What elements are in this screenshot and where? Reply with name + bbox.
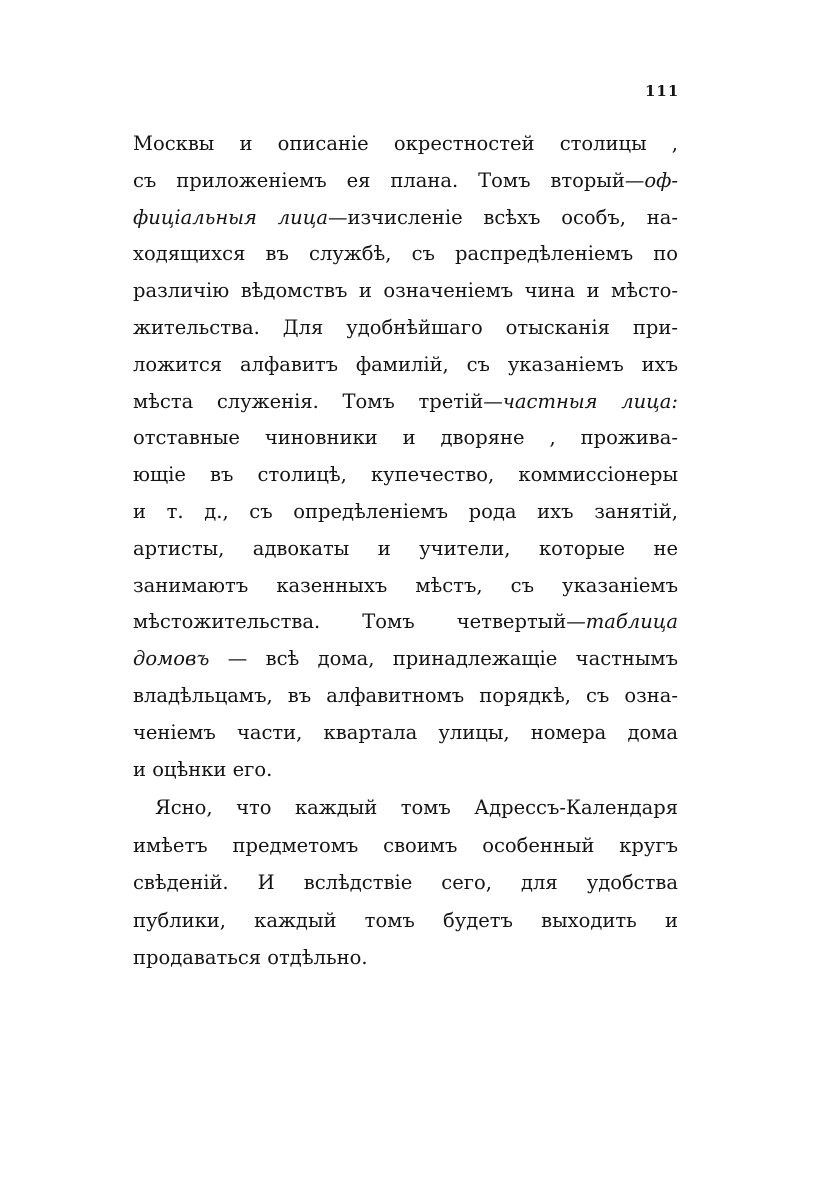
text-run: ложится алфавитъ фамилій, съ указаніемъ ихъ — [133, 352, 678, 376]
text-line — [133, 641, 678, 678]
page-number: 111 — [645, 82, 680, 100]
italic-text-run: таблица — [585, 610, 678, 634]
text-run: —изчисленіе всѣхъ особъ, на- — [327, 205, 678, 229]
text-run: ченіемъ части, квартала улицы, номера дома — [133, 720, 678, 744]
text-run: мѣста служенія. Томъ третій— — [133, 389, 503, 413]
text-line — [133, 200, 678, 237]
text-line — [133, 789, 678, 827]
text-run: съ приложеніемъ ея плана. Томъ вторый— — [133, 168, 645, 192]
text-line — [133, 678, 678, 715]
text-run: Ясно, что каждый томъ Адрессъ-Календаря — [155, 796, 678, 819]
text-run: и т. д., съ опредѣленіемъ рода ихъ занятій, — [133, 499, 678, 523]
text-run: Москвы и описаніе окрестностей столицы , — [133, 132, 678, 155]
text-line — [133, 420, 678, 457]
text-line — [133, 236, 678, 273]
text-line — [133, 457, 678, 494]
text-line — [133, 384, 678, 421]
text-run: публики, каждый томъ будетъ выходить и — [133, 908, 678, 932]
paragraph-volumes-description — [133, 126, 678, 788]
text-line — [133, 347, 678, 384]
text-line — [133, 752, 678, 789]
italic-text-run: частныя лица: — [502, 389, 678, 413]
text-run: — всѣ дома, принадлежащіе частнымъ — [209, 647, 678, 671]
text-run: продаваться отдѣльно. — [133, 946, 368, 969]
text-line — [133, 531, 678, 568]
text-line — [133, 604, 678, 641]
text-run: имѣетъ предметомъ своимъ особенный кругъ — [133, 833, 678, 857]
text-line — [133, 715, 678, 752]
paragraph-conclusion — [133, 789, 678, 977]
text-line — [133, 864, 678, 902]
text-run: занимаютъ казенныхъ мѣстъ, съ указаніемъ — [133, 573, 678, 597]
text-run: ходящихся въ службѣ, съ распредѣленіемъ по — [133, 242, 678, 266]
text-line — [133, 163, 678, 200]
text-run: различію вѣдомствъ и означеніемъ чина и мѣсто- — [133, 279, 678, 303]
text-line — [133, 827, 678, 865]
text-run: жительства. Для удобнѣйшаго отысканія при- — [133, 315, 678, 339]
text-line — [133, 273, 678, 310]
italic-text-run: фиціальныя лица — [133, 205, 328, 229]
text-run: отставные чиновники и дворяне , прожива- — [133, 426, 678, 450]
italic-text-run: оф- — [644, 168, 678, 192]
text-run: владѣльцамъ, въ алфавитномъ порядкѣ, съ озна- — [133, 683, 678, 707]
text-run: артисты, адвокаты и учители, которые не — [133, 536, 678, 560]
text-line — [133, 568, 678, 605]
text-line — [133, 310, 678, 347]
text-line — [133, 902, 678, 940]
text-line — [133, 494, 678, 531]
italic-text-run: домовъ — [133, 647, 210, 671]
text-run: свѣденій. И вслѣдствіе сего, для удобства — [133, 871, 678, 894]
text-line — [133, 126, 678, 163]
text-run: и оцѣнки его. — [133, 757, 273, 781]
text-run: ющіе въ столицѣ, купечество, коммиссіонеры — [133, 463, 678, 487]
text-run: мѣстожительства. Томъ четвертый— — [133, 610, 586, 634]
text-line — [133, 939, 678, 977]
